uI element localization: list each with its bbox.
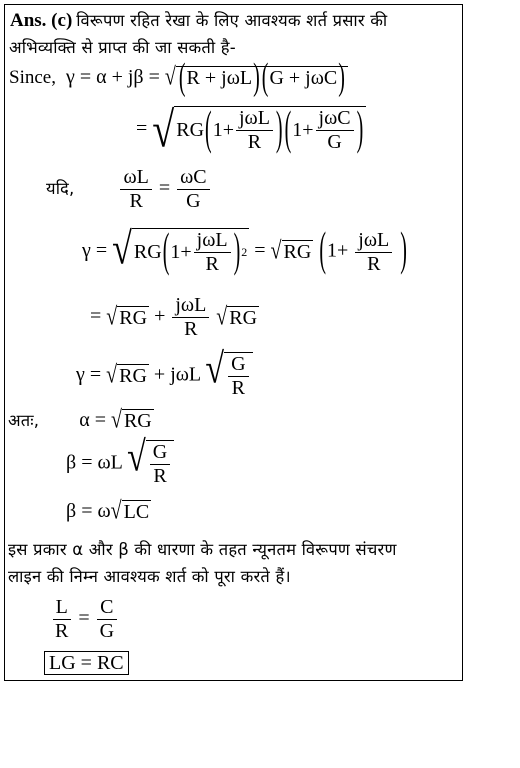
- since-label: Since,: [9, 67, 56, 88]
- equation-alpha: अतः, α = √ RG: [8, 406, 152, 434]
- equation-ratio-condition: $\frac{L}{R}$ = $\frac{C}{G}$: [50, 596, 119, 643]
- equation-beta-2: β = ω √ LC: [66, 497, 150, 525]
- final-condition: LG = RC: [44, 651, 129, 675]
- equation-gamma-definition: Since, γ = α + jβ = √ ( R + jωL ) ( G + jωC ): [9, 66, 348, 90]
- conclusion-line-1: इस प्रकार α और β की धारणा के तहत न्यूनतम विरूपण संचरण: [8, 540, 397, 559]
- intro-text-1: विरूपण रहित रेखा के लिए आवश्यक शर्त प्रसार की: [76, 11, 388, 30]
- equation-gamma-simplified: γ = √ RG ( 1 + $\frac{\text{jωL}}{R}$ ) 2 = √ RG (1+ $\frac{\text{jωL}}{R}$ ): [82, 223, 407, 278]
- answer-label: Ans. (c): [10, 10, 73, 31]
- equation-condition: यदि, $\frac{\omega L}{R}$ = $\frac{\omega C}{G}$: [46, 166, 212, 213]
- equation-beta-1: β = ωL √ $\frac{G}{R}$: [66, 440, 174, 488]
- equation-gamma-final: γ = √ RG + jωL √ $\frac{G}{R}$: [76, 352, 253, 400]
- intro-text-2: अभिव्यक्ति से प्राप्त की जा सकती है-: [9, 38, 236, 57]
- conclusion-line-2: लाइन की निम्न आवश्यक शर्त को पूरा करते हैं।: [8, 567, 291, 586]
- equation-gamma-split: = √ RG + $\frac{\text{jωL}}{R}$ √ RG: [90, 294, 258, 340]
- final-condition-box: [44, 652, 129, 675]
- if-label: यदि,: [46, 179, 75, 199]
- equation-gamma-expanded: = √ RG ( 1 + $\frac{\text{jωL}}{R}$ ) ( 1 + $\frac{\text{jωC}}{G}$ ): [136, 106, 366, 154]
- intro-line-1: [10, 8, 387, 32]
- hence-label: अतः,: [8, 411, 40, 430]
